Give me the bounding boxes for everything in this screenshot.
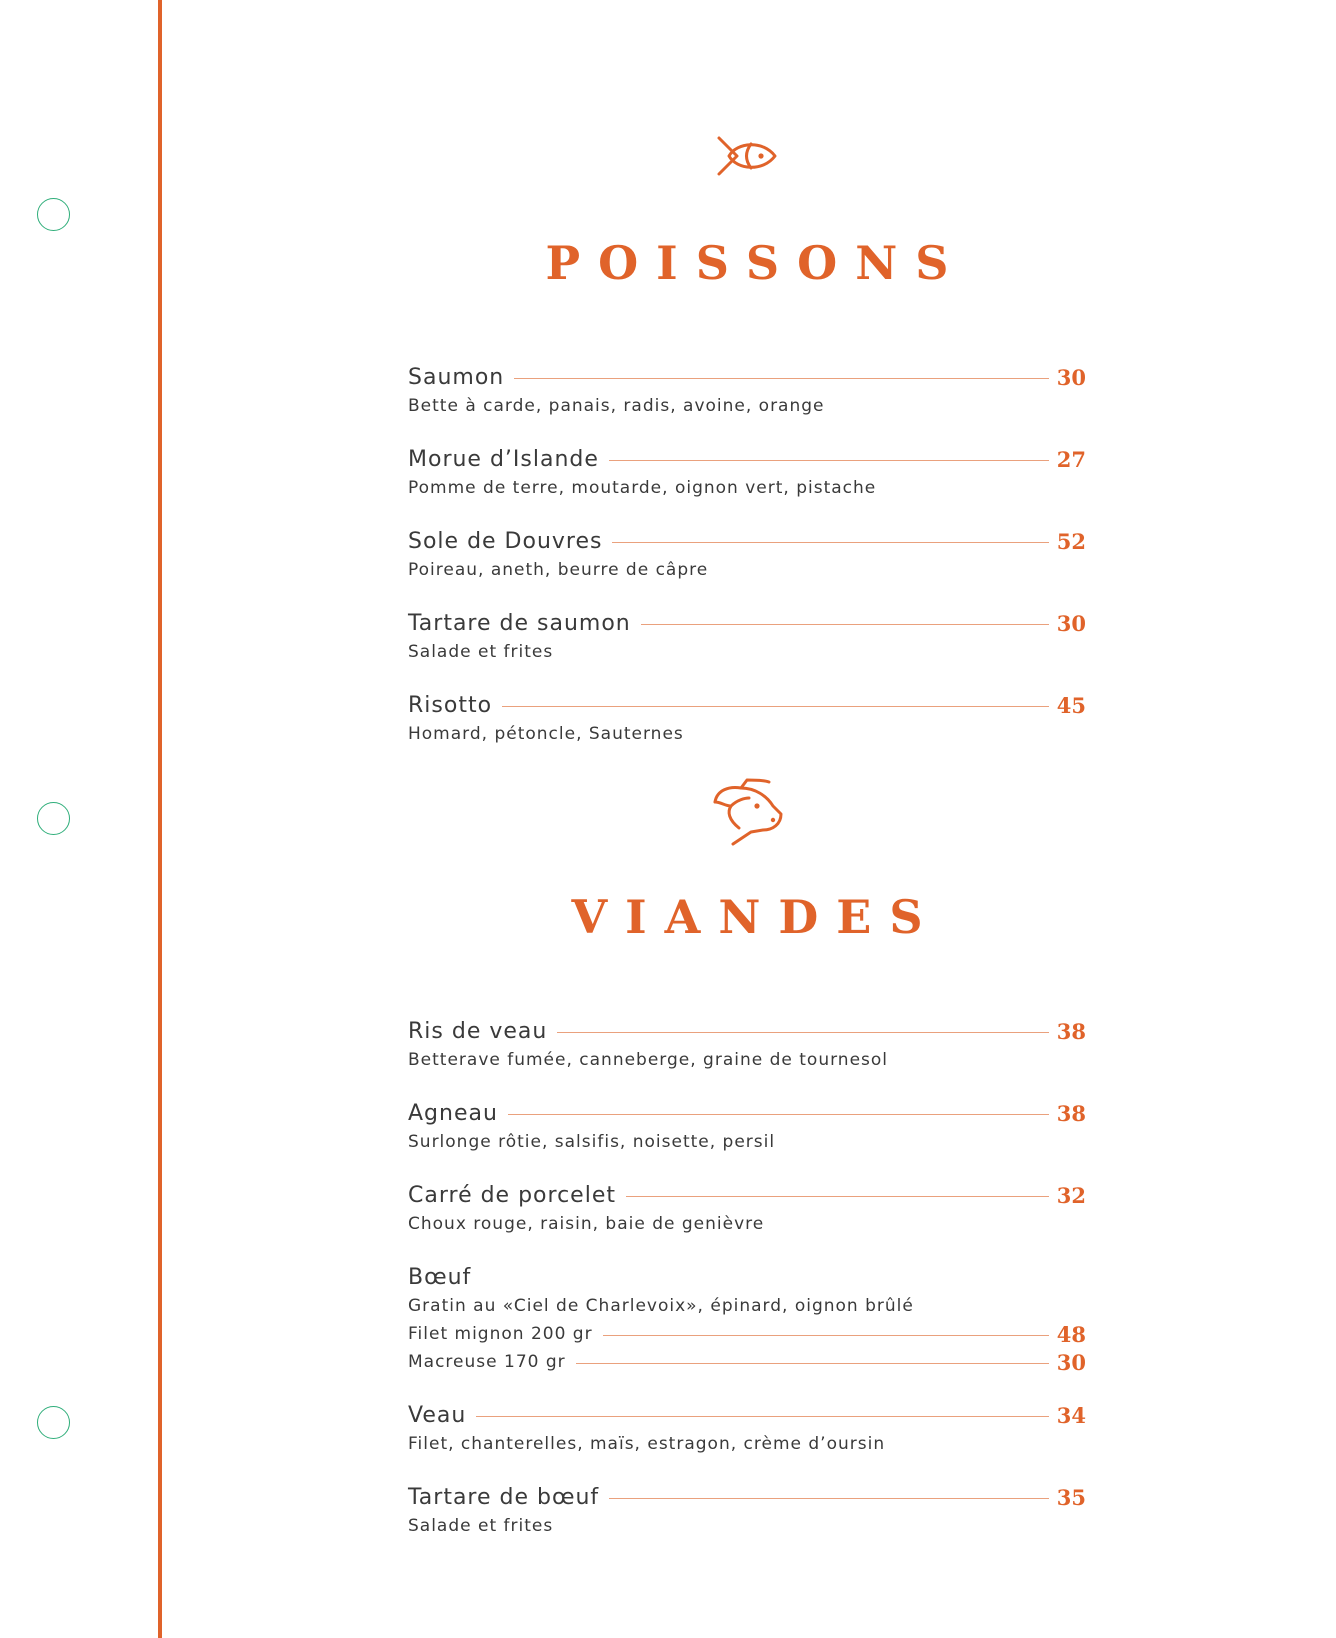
- option-price: 48: [1056, 1321, 1086, 1347]
- dish-item: [408, 1016, 1086, 1074]
- leader-line: [641, 624, 1049, 625]
- binder-hole-middle: [37, 802, 70, 835]
- dish-price: 38: [1056, 1100, 1086, 1126]
- leader-line: [612, 542, 1048, 543]
- dish-item: [408, 444, 1086, 502]
- dish-price: 45: [1056, 692, 1086, 718]
- dish-item: [408, 1180, 1086, 1238]
- dish-item: [408, 1098, 1086, 1156]
- dish-description: Betterave fumée, canneberge, graine de tournesol: [408, 1050, 889, 1070]
- dish-item: [408, 1482, 1086, 1540]
- dish-name: Agneau: [408, 1100, 498, 1126]
- leader-line: [576, 1363, 1049, 1364]
- dish-price: 34: [1056, 1402, 1086, 1428]
- dish-name: Bœuf: [408, 1264, 472, 1290]
- leader-line: [609, 1498, 1049, 1499]
- cow-head-icon: [408, 776, 1086, 850]
- dish-description: Filet, chanterelles, maïs, estragon, crème d’oursin: [408, 1434, 886, 1454]
- dish-description: Pomme de terre, moutarde, oignon vert, pistache: [408, 478, 877, 498]
- dish-price: 32: [1056, 1182, 1086, 1208]
- dish-item: [408, 690, 1086, 748]
- dish-price: 35: [1056, 1484, 1086, 1510]
- dish-price: 38: [1056, 1018, 1086, 1044]
- dish-description: Surlonge rôtie, salsifis, noisette, persil: [408, 1132, 776, 1152]
- dish-price: 52: [1056, 528, 1086, 554]
- dish-name: Carré de porcelet: [408, 1182, 616, 1208]
- dish-option: [408, 1348, 1086, 1376]
- dish-description: Bette à carde, panais, radis, avoine, orange: [408, 396, 825, 416]
- dish-description: Poireau, aneth, beurre de câpre: [408, 560, 709, 580]
- binder-hole-bottom: [37, 1406, 70, 1439]
- dish-item: [408, 608, 1086, 666]
- section-title-viandes: VIANDES: [571, 890, 941, 944]
- section-title-poissons: POISSONS: [545, 236, 967, 290]
- dish-description: Gratin au «Ciel de Charlevoix», épinard, oignon brûlé: [408, 1296, 914, 1316]
- binder-hole-top: [37, 198, 70, 231]
- leader-line: [476, 1416, 1048, 1417]
- option-price: 30: [1056, 1349, 1086, 1375]
- dish-price: 30: [1056, 364, 1086, 390]
- dish-name: Tartare de saumon: [408, 610, 631, 636]
- dish-name: Saumon: [408, 364, 505, 390]
- option-name: Macreuse 170 gr: [408, 1352, 566, 1372]
- dish-item: [408, 1262, 1086, 1376]
- dish-description: Choux rouge, raisin, baie de genièvre: [408, 1214, 765, 1234]
- leader-line: [603, 1335, 1049, 1336]
- dish-description: Salade et frites: [408, 1516, 554, 1536]
- dish-item: [408, 526, 1086, 584]
- leader-line: [557, 1032, 1048, 1033]
- dish-name: Morue d’Islande: [408, 446, 599, 472]
- option-name: Filet mignon 200 gr: [408, 1324, 593, 1344]
- leader-line: [508, 1114, 1049, 1115]
- binder-line: [158, 0, 162, 1638]
- dish-item: [408, 1400, 1086, 1458]
- dish-name: Sole de Douvres: [408, 528, 603, 554]
- leader-line: [609, 460, 1049, 461]
- dish-price: 30: [1056, 610, 1086, 636]
- dish-description: Salade et frites: [408, 642, 554, 662]
- dish-name: Veau: [408, 1402, 467, 1428]
- dish-option: [408, 1320, 1086, 1348]
- dish-name: Tartare de bœuf: [408, 1484, 600, 1510]
- dish-name: Ris de veau: [408, 1018, 548, 1044]
- leader-line: [502, 706, 1049, 707]
- dish-name: Risotto: [408, 692, 493, 718]
- dish-price: 27: [1056, 446, 1086, 472]
- leader-line: [514, 378, 1049, 379]
- dish-description: Homard, pétoncle, Sauternes: [408, 724, 684, 744]
- fish-icon: [408, 134, 1086, 182]
- dish-item: [408, 362, 1086, 420]
- leader-line: [626, 1196, 1049, 1197]
